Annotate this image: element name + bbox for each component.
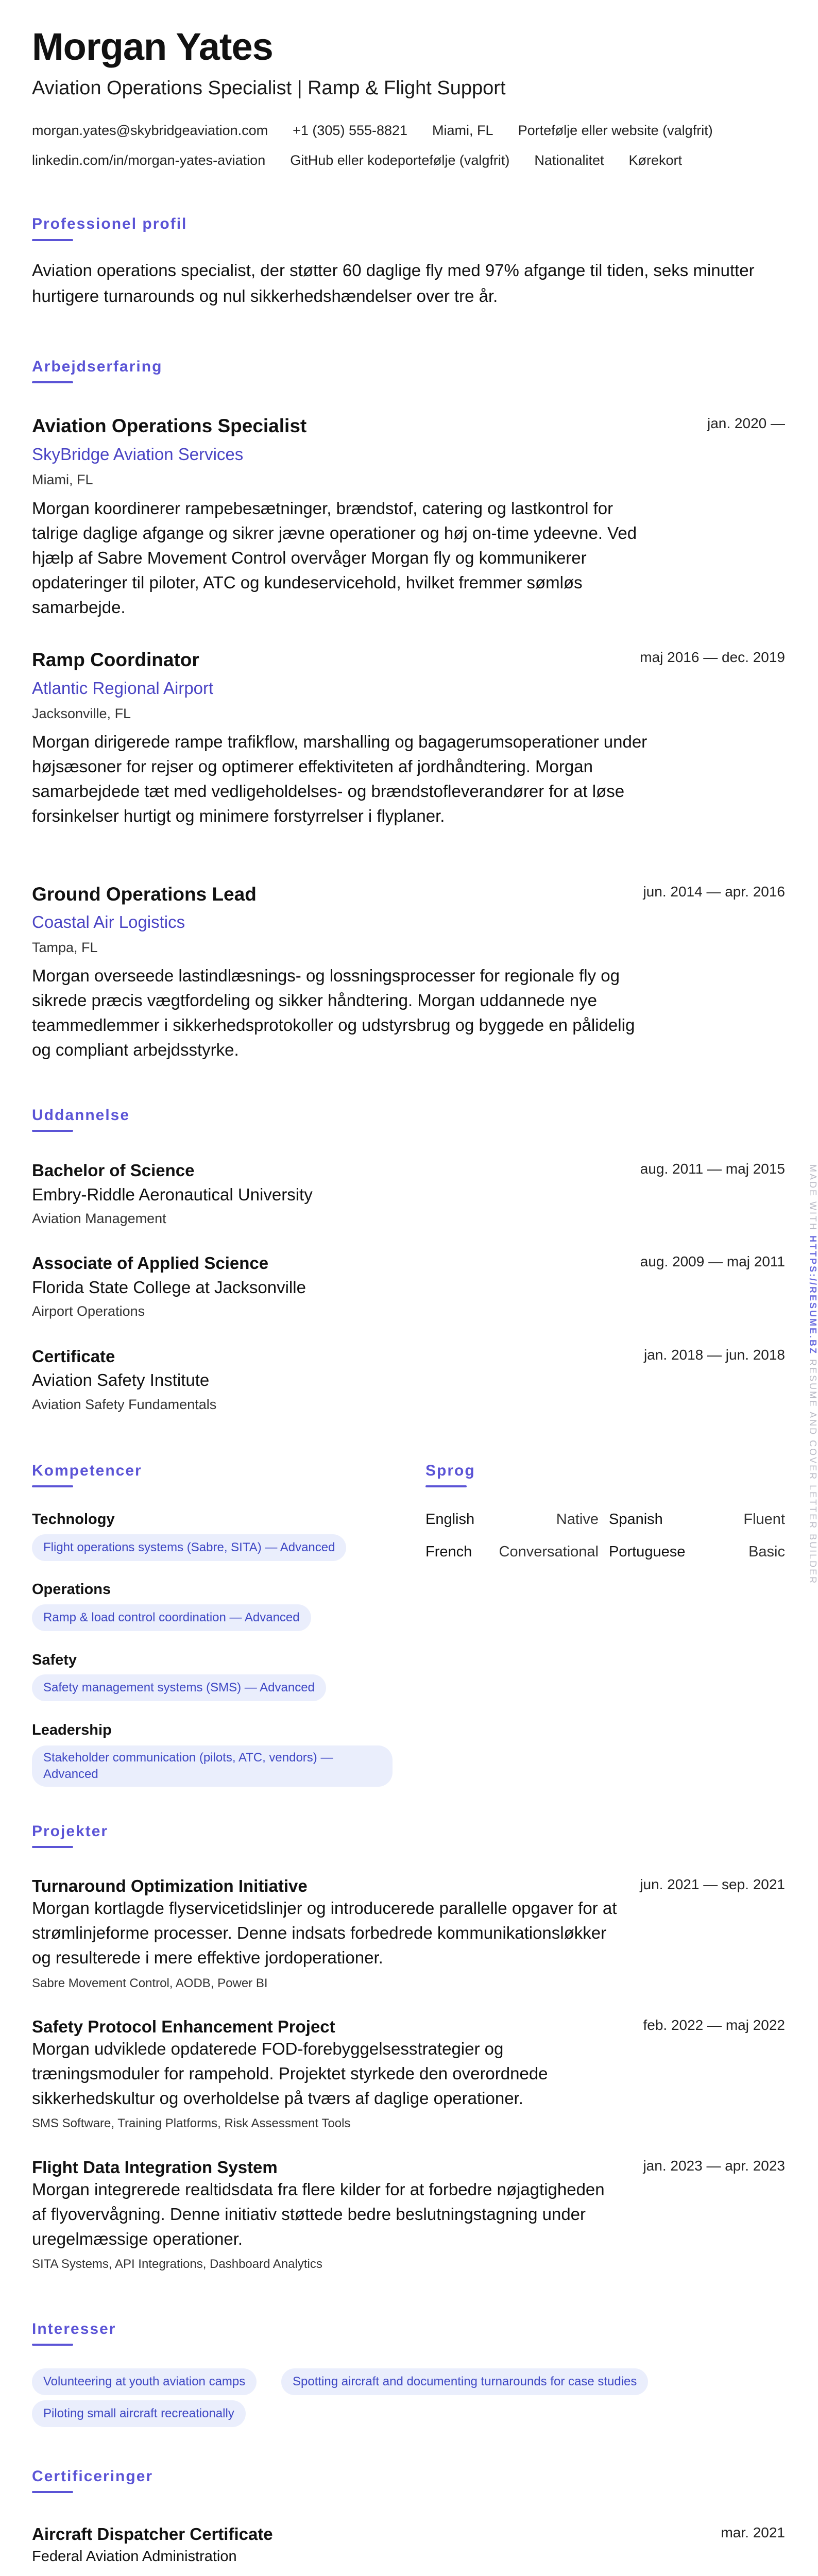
edu-field: Aviation Safety Fundamentals (32, 1397, 217, 1412)
section-rule (32, 1130, 73, 1132)
contact-license: Kørekort (628, 152, 683, 168)
section-title-profile: Professionel profil (32, 215, 188, 232)
job-dates: jan. 2020 — (707, 415, 785, 431)
candidate-name: Morgan Yates (32, 25, 273, 68)
job-location: Tampa, FL (32, 940, 98, 955)
language-level: Native (556, 1511, 599, 1528)
skill-pill-line: Advanced (43, 1767, 98, 1781)
skill-pill (32, 1745, 393, 1787)
edu-school: Embry-Riddle Aeronautical University (32, 1185, 313, 1204)
edu-dates: aug. 2009 — maj 2011 (640, 1253, 785, 1269)
job-dates: maj 2016 — dec. 2019 (640, 649, 785, 665)
project-tech: SMS Software, Training Platforms, Risk Assessment Tools (32, 2116, 351, 2130)
language-level: Conversational (499, 1544, 599, 1560)
contact-location: Miami, FL (432, 123, 493, 138)
section-title-languages: Sprog (425, 1462, 475, 1479)
section-rule (32, 2491, 73, 2493)
section-title-education: Uddannelse (32, 1107, 130, 1124)
skill-category: Technology (32, 1511, 115, 1528)
edu-degree: Certificate (32, 1347, 115, 1366)
edu-degree: Bachelor of Science (32, 1161, 195, 1180)
contact-linkedin[interactable]: linkedin.com/in/morgan-yates-aviation (32, 152, 266, 168)
section-rule (32, 2344, 73, 2346)
profile-text: Aviation operations specialist, der støtter 60 daglige fly med 97% afgange til tiden, seks minutter hurtigere turnarounds og nul sikkerhedshændelser over tre år. (32, 261, 755, 306)
job-company: SkyBridge Aviation Services (32, 445, 244, 464)
project-title: Safety Protocol Enhancement Project (32, 2017, 335, 2036)
project-tech: SITA Systems, API Integrations, Dashboard Analytics (32, 2257, 322, 2271)
language-name: English (425, 1511, 475, 1528)
contact-row-1 (32, 124, 713, 138)
contact-nationality: Nationalitet (534, 152, 604, 168)
project-description: Morgan integrerede realtidsdata fra flere kilder for at forbedre nøjagtigheden af flyovervågning. Denne initiativ støttede bedre beslutningstagning under uregelmæssige operationer. (32, 2180, 605, 2248)
section-rule (32, 239, 73, 241)
skill-category: Leadership (32, 1722, 112, 1738)
cert-name: Aircraft Dispatcher Certificate (32, 2524, 273, 2544)
job-title: Ground Operations Lead (32, 884, 257, 905)
skill-category: Operations (32, 1581, 111, 1598)
builder-watermark (806, 1164, 818, 1587)
section-rule (32, 381, 73, 383)
language-name: French (425, 1544, 472, 1560)
section-title-projects: Projekter (32, 1823, 109, 1840)
watermark-prefix: MADE WITH (808, 1164, 818, 1231)
project-description: Morgan kortlagde flyservicetidslinjer og introducerede parallelle opgaver for at strømlinjeforme processer. Denne indsats forbedrede kommunikationsløkker og resulterede i mere effektive jordoperationer. (32, 1899, 617, 1967)
cert-issuer: Federal Aviation Administration (32, 2548, 237, 2565)
project-title: Turnaround Optimization Initiative (32, 1876, 308, 1895)
job-title: Ramp Coordinator (32, 649, 199, 670)
project-description: Morgan udviklede opdaterede FOD-forebyggelsesstrategier og træningsmoduler for rampehold. Projektet styrkede den overordnede sikkerhedskultur og overholdelse på tværs af daglige operationer. (32, 2039, 548, 2108)
edu-dates: jan. 2018 — jun. 2018 (644, 1347, 785, 1363)
section-title-certifications: Certificeringer (32, 2468, 154, 2485)
job-description: Morgan koordinerer rampebesætninger, brændstof, catering og lastkontrol for talrige daglige afgange og sikrer jævne operationer og høj on-time ydeevne. Ved hjælp af Sabre Movement Control overvåger Morgan fly og kommunikerer opdateringer til piloter, ATC og kundeservicehold, hvilket fremmer sømløs samarbejde. (32, 499, 637, 617)
project-dates: jun. 2021 — sep. 2021 (640, 1876, 785, 1892)
project-title: Flight Data Integration System (32, 2158, 278, 2177)
job-location: Jacksonville, FL (32, 706, 131, 721)
job-company: Coastal Air Logistics (32, 912, 185, 931)
edu-school: Aviation Safety Institute (32, 1370, 210, 1389)
skill-pill: Ramp & load control coordination — Advanced (32, 1604, 311, 1631)
job-title: Aviation Operations Specialist (32, 415, 307, 436)
interest-pill: Spotting aircraft and documenting turnarounds for case studies (281, 2368, 648, 2395)
watermark-suffix: RESUME AND COVER LETTER BUILDER (808, 1359, 818, 1585)
watermark-link[interactable]: HTTPS://RESUME.BZ (808, 1235, 818, 1355)
skill-pill-line: Stakeholder communication (pilots, ATC, vendors) — (43, 1751, 333, 1765)
job-dates: jun. 2014 — apr. 2016 (643, 884, 785, 900)
cert-date: mar. 2021 (721, 2524, 785, 2540)
edu-degree: Associate of Applied Science (32, 1253, 269, 1273)
language-level: Fluent (743, 1511, 785, 1528)
contact-email[interactable]: morgan.yates@skybridgeaviation.com (32, 123, 268, 138)
section-rule (32, 1485, 73, 1487)
section-rule (32, 1846, 73, 1848)
job-description: Morgan overseede lastindlæsnings- og lossningsprocesser for regionale fly og sikrede præcis vægtfordeling og sikker håndtering. Morgan uddannede nye teammedlemmer i sikkerhedsprotokoller og udstyrsbrug og byggede en pålidelig og compliant arbejdsstyrke. (32, 966, 635, 1059)
language-name: Portuguese (609, 1544, 686, 1560)
candidate-headline: Aviation Operations Specialist | Ramp & Flight Support (32, 77, 506, 99)
skill-pill: Flight operations systems (Sabre, SITA) — Advanced (32, 1534, 346, 1561)
edu-school: Florida State College at Jacksonville (32, 1278, 306, 1297)
interest-pill: Piloting small aircraft recreationally (32, 2400, 246, 2427)
contact-row-2 (32, 154, 682, 167)
project-tech: Sabre Movement Control, AODB, Power BI (32, 1976, 268, 1990)
section-title-skills: Kompetencer (32, 1462, 142, 1479)
job-company: Atlantic Regional Airport (32, 679, 214, 698)
language-level: Basic (748, 1544, 785, 1560)
contact-github[interactable]: GitHub eller kodeportefølje (valgfrit) (290, 152, 510, 168)
contact-phone[interactable]: +1 (305) 555-8821 (293, 123, 408, 138)
edu-field: Aviation Management (32, 1211, 166, 1226)
contact-portfolio[interactable]: Portefølje eller website (valgfrit) (518, 123, 713, 138)
job-description: Morgan dirigerede rampe trafikflow, marshalling og bagagerumsoperationer under højsæsoner for rejser og optimerer effektiviteten af jordhåndtering. Morgan samarbejdede tæt med vedligeholdelses- og brændstofleverandører for at løse forsinkelser hurtigt og minimere forstyrrelser i flyplaner. (32, 732, 647, 825)
language-name: Spanish (609, 1511, 663, 1528)
project-dates: jan. 2023 — apr. 2023 (643, 2158, 785, 2174)
skill-category: Safety (32, 1652, 77, 1668)
section-title-experience: Arbejdserfaring (32, 358, 163, 375)
edu-field: Airport Operations (32, 1303, 145, 1319)
section-title-interests: Interesser (32, 2320, 116, 2337)
section-rule (425, 1485, 467, 1487)
skill-pill: Safety management systems (SMS) — Advanced (32, 1674, 326, 1701)
interest-pill: Volunteering at youth aviation camps (32, 2368, 257, 2395)
job-location: Miami, FL (32, 472, 93, 487)
edu-dates: aug. 2011 — maj 2015 (640, 1161, 785, 1177)
project-dates: feb. 2022 — maj 2022 (643, 2017, 785, 2033)
